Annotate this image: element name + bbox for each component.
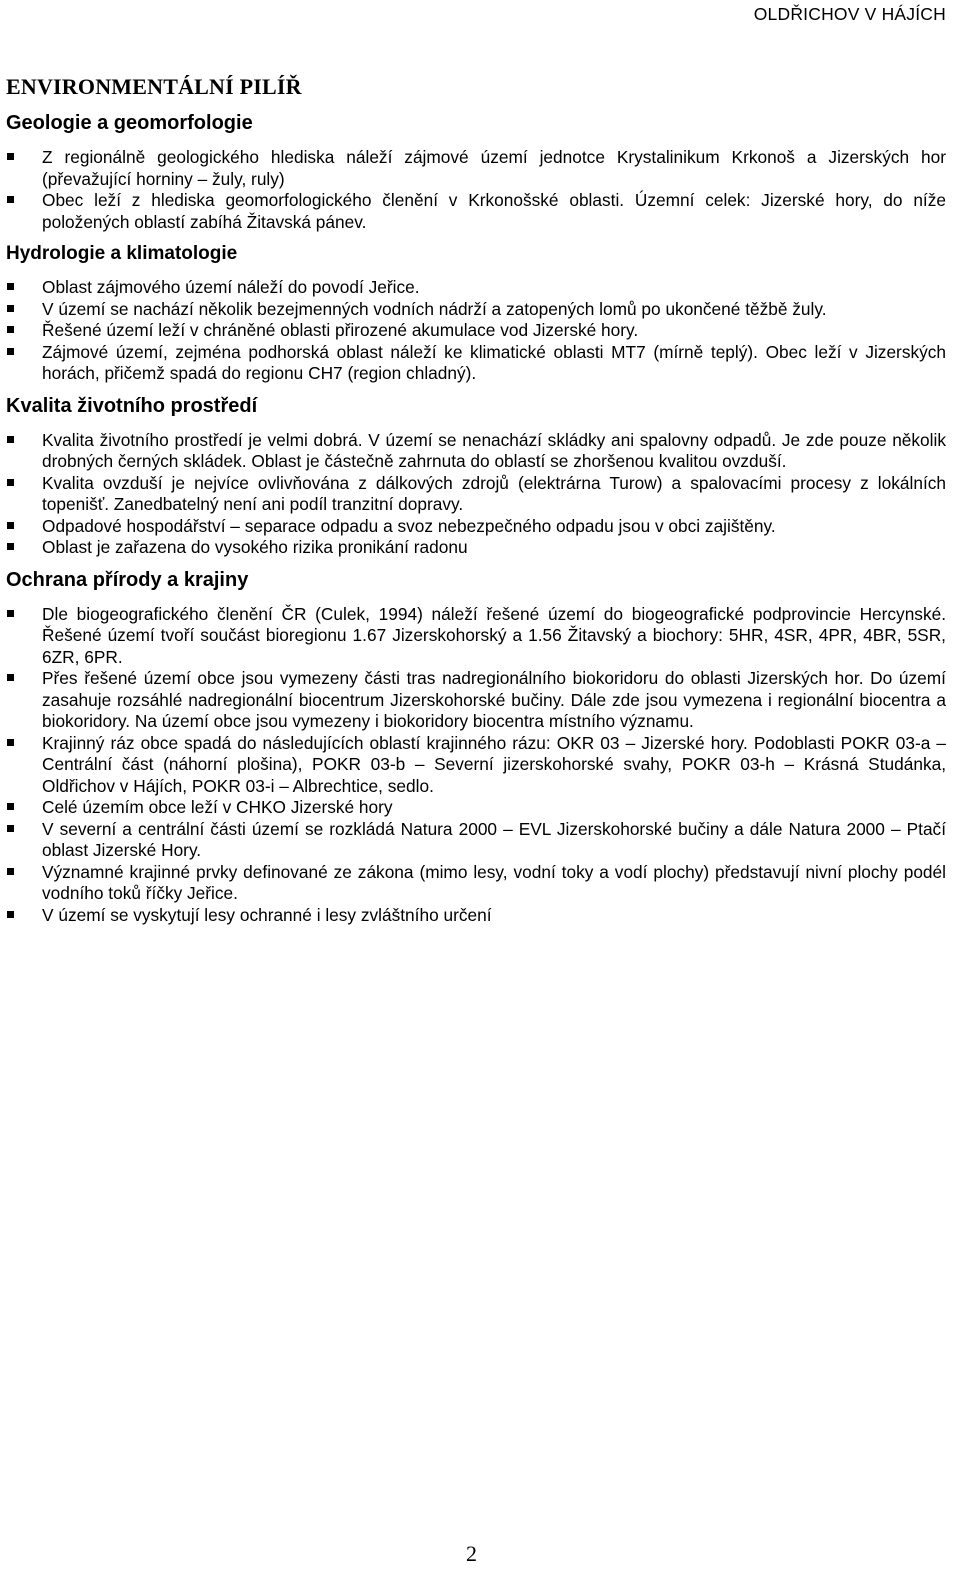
section-heading-environment-quality: Kvalita životního prostředí — [6, 394, 258, 417]
list-item: V severní a centrální části území se rozkládá Natura 2000 – EVL Jizerskohorské bučiny a dále Natura 2000 – Ptačí oblast Jizerské Hory. — [6, 819, 946, 862]
bullet-icon — [7, 739, 14, 746]
page-header: OLDŘICHOV V HÁJÍCH — [753, 4, 946, 24]
list-item: Celé územím obce leží v CHKO Jizerské hory — [6, 797, 946, 819]
hydrology-list — [6, 277, 946, 385]
bullet-icon — [7, 868, 14, 875]
list-item: Oblast zájmového území náleží do povodí Jeřice. — [6, 277, 946, 299]
section-heading-geology: Geologie a geomorfologie — [6, 112, 253, 134]
section-heading-nature-protection: Ochrana přírody a krajiny — [6, 568, 249, 591]
bullet-icon — [7, 283, 14, 290]
bullet-icon — [7, 348, 14, 355]
nature-protection-list — [6, 604, 946, 927]
bullet-icon — [7, 196, 14, 203]
list-item: Zájmové území, zejména podhorská oblast náleží ke klimatické oblasti MT7 (mírně teplý). Obec leží v Jizerských horách, přičemž spadá do regionu CH7 (region chladný). — [6, 342, 946, 385]
bullet-icon — [7, 803, 14, 810]
list-item: Významné krajinné prvky definované ze zákona (mimo lesy, vodní toky a vodí plochy) představují nivní plochy podél vodního toků říčky Jeřice. — [6, 862, 946, 905]
list-item: Kvalita ovzduší je nejvíce ovlivňována z dálkových zdrojů (elektrárna Turow) a spalovacími procesy z lokálních topenišť. Zanedbatelný není ani podíl tranzitní dopravy. — [6, 473, 946, 516]
bullet-icon — [7, 153, 14, 160]
bullet-icon — [7, 522, 14, 529]
environment-quality-list — [6, 430, 946, 559]
bullet-icon — [7, 326, 14, 333]
bullet-icon — [7, 825, 14, 832]
page-number: 2 — [466, 1541, 477, 1566]
bullet-icon — [7, 479, 14, 486]
list-item: Obec leží z hlediska geomorfologického členění v Krkonošské oblasti. Územní celek: Jizerské hory, do níže položených oblastí zabíhá Žitavská pánev. — [6, 190, 946, 233]
section-heading-hydrology: Hydrologie a klimatologie — [6, 243, 238, 264]
list-item: Kvalita životního prostředí je velmi dobrá. V území se nenachází skládky ani spalovny odpadů. Je zde pouze několik drobných černých skládek. Oblast je částečně zahrnuta do oblastí se zhoršenou kvalitou ovzduší. — [6, 430, 946, 473]
bullet-icon — [7, 436, 14, 443]
list-item: Oblast je zařazena do vysokého rizika pronikání radonu — [6, 537, 946, 559]
bullet-icon — [7, 543, 14, 550]
list-item: Řešené území leží v chráněné oblasti přirozené akumulace vod Jizerské hory. — [6, 320, 946, 342]
document-body — [6, 74, 946, 926]
list-item: Přes řešené území obce jsou vymezeny části tras nadregionálního biokoridoru do oblasti Jizerských hor. Do území zasahuje rozsáhlé nadregionální biocentrum Jizerskohorské bučiny. Dále zde jsou vymezena i regionální biocentra a biokoridory. Na území obce jsou vymezeny i biokoridory biocentra místního významu. — [6, 668, 946, 733]
bullet-icon — [7, 674, 14, 681]
bullet-icon — [7, 610, 14, 617]
geology-list — [6, 147, 946, 233]
bullet-icon — [7, 911, 14, 918]
list-item: Dle biogeografického členění ČR (Culek, 1994) náleží řešené území do biogeografické podprovincie Hercynské. Řešené území tvoří součást bioregionu 1.67 Jizerskohorský a 1.56 Žitavský a biochory: 5HR, 4SR, 4PR, 4BR, 5SR, 6ZR, 6PR. — [6, 604, 946, 669]
list-item: V území se nachází několik bezejmenných vodních nádrží a zatopených lomů po ukončené těžbě žuly. — [6, 299, 946, 321]
list-item: V území se vyskytují lesy ochranné i lesy zvláštního určení — [6, 905, 946, 927]
main-title: ENVIRONMENTÁLNÍ PILÍŘ — [6, 74, 302, 99]
list-item: Krajinný ráz obce spadá do následujících oblastí krajinného rázu: OKR 03 – Jizerské hory. Podoblasti POKR 03-a – Centrální část (náhorní plošina), POKR 03-b – Severní jizerskohorské svahy, POKR 03-h – Krásná Studánka, Oldřichov v Hájích, POKR 03-i – Albrechtice, sedlo. — [6, 733, 946, 798]
list-item: Odpadové hospodářství – separace odpadu a svoz nebezpečného odpadu jsou v obci zajištěny. — [6, 516, 946, 538]
list-item: Z regionálně geologického hlediska náleží zájmové území jednotce Krystalinikum Krkonoš a Jizerských hor (převažující horniny – žuly, ruly) — [6, 147, 946, 190]
bullet-icon — [7, 305, 14, 312]
